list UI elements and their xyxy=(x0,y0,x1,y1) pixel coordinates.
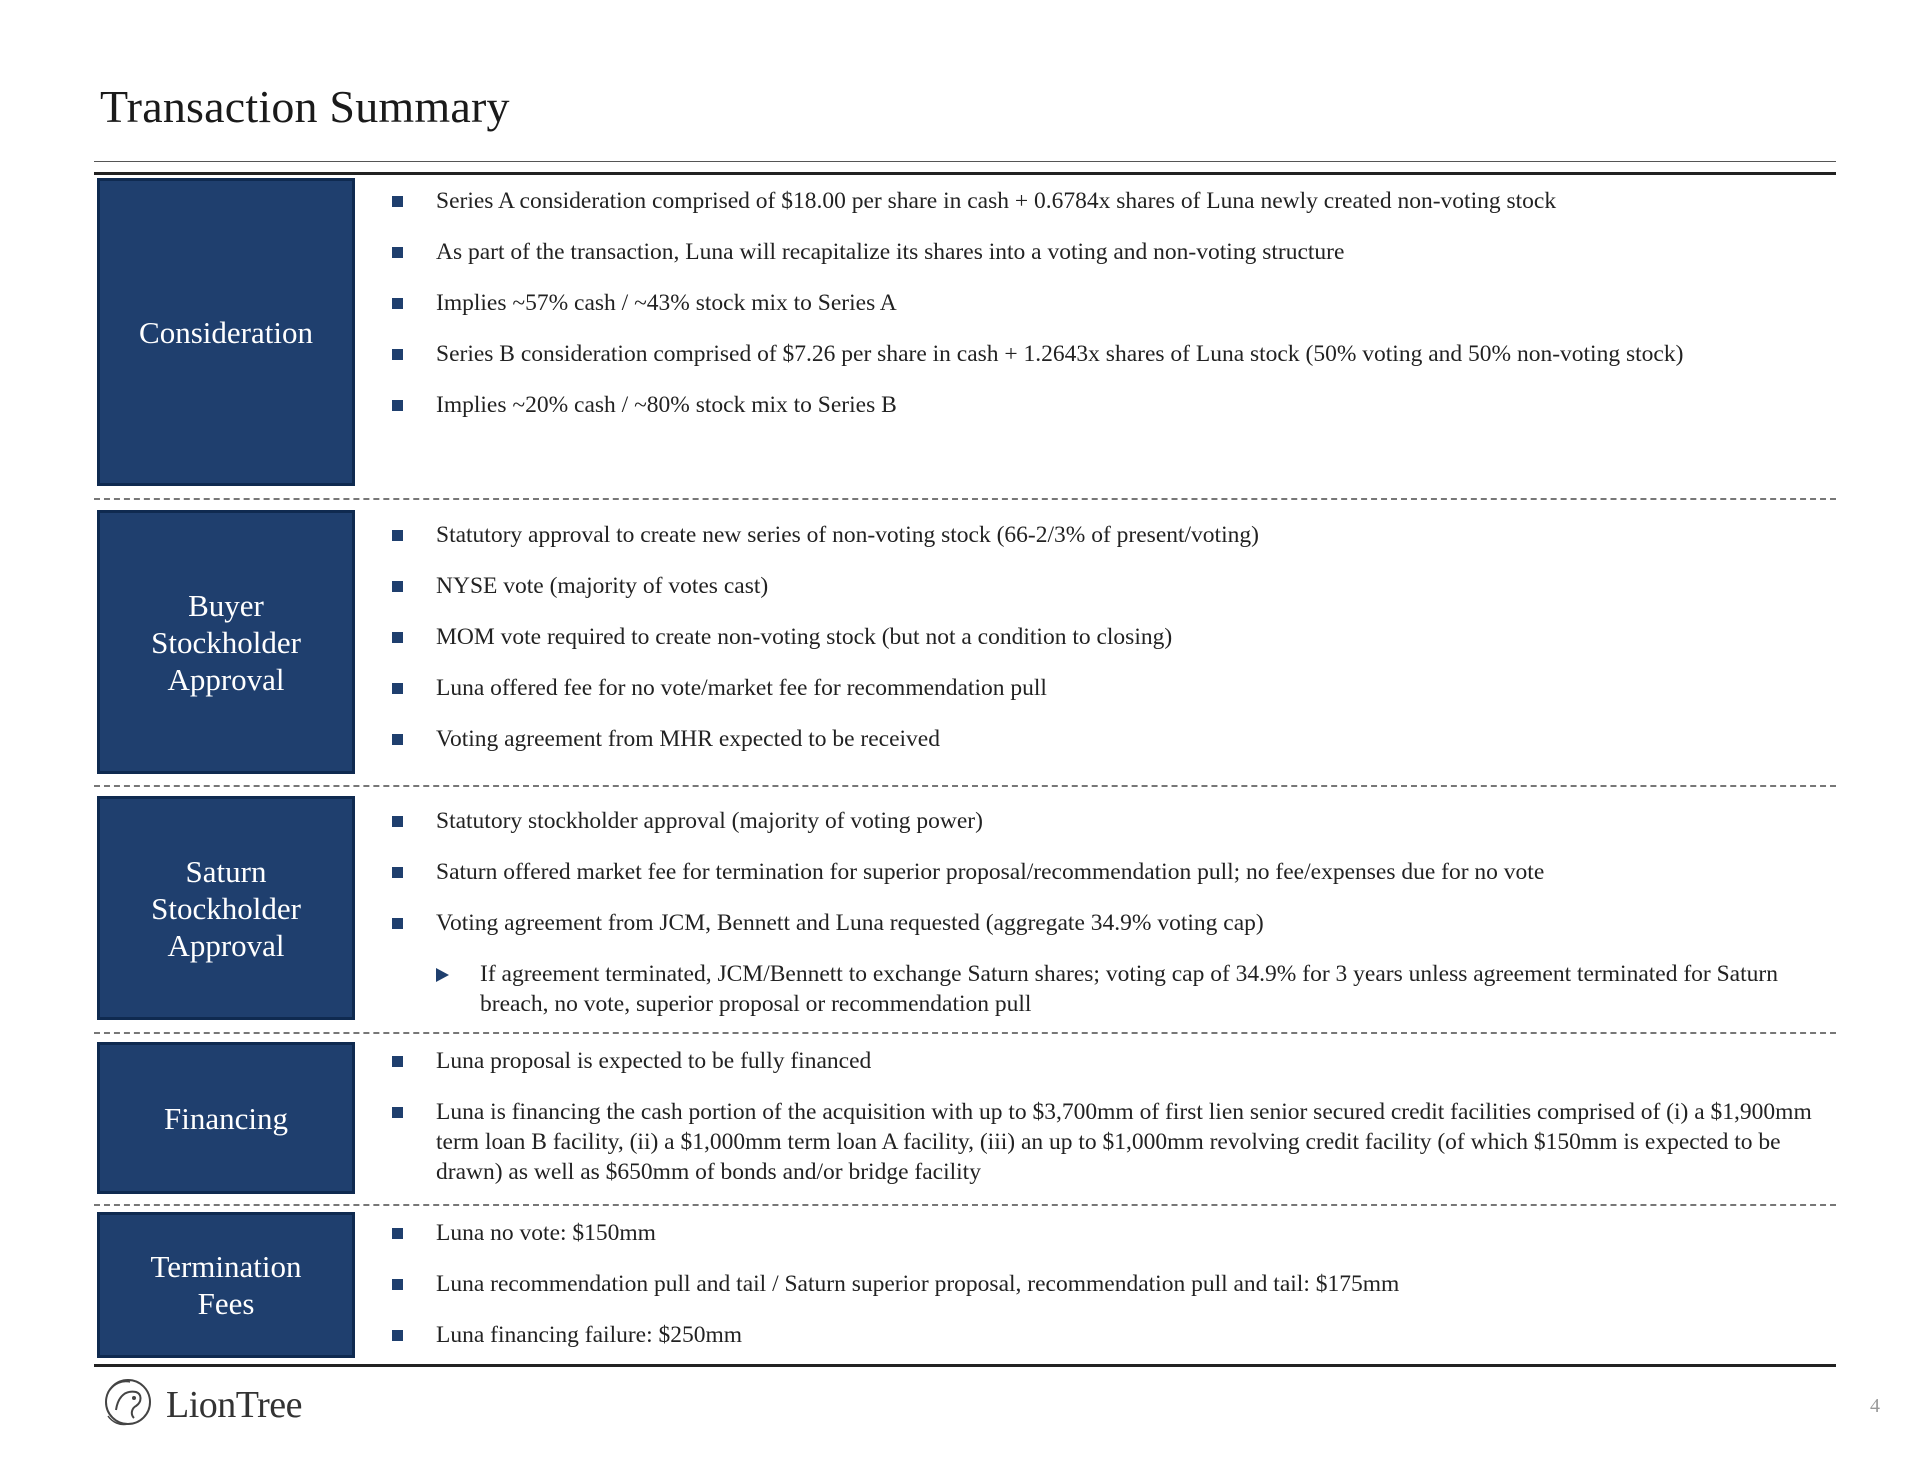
bullet-item: Luna financing failure: $250mm xyxy=(388,1320,1818,1350)
bullet-item: Luna proposal is expected to be fully financed xyxy=(388,1046,1818,1076)
bullet-item: Series A consideration comprised of $18.00 per share in cash + 0.6784x shares of Luna newly created non-voting stock xyxy=(388,186,1818,216)
square-bullet-icon xyxy=(392,918,403,929)
bullet-item: Luna recommendation pull and tail / Saturn superior proposal, recommendation pull and tail: $175mm xyxy=(388,1269,1818,1299)
square-bullet-icon xyxy=(392,1279,403,1290)
section-divider xyxy=(94,498,1836,500)
square-bullet-icon xyxy=(392,400,403,411)
section-label-box xyxy=(97,796,355,1020)
square-bullet-icon xyxy=(392,1056,403,1067)
section-label-box xyxy=(97,510,355,774)
square-bullet-icon xyxy=(392,1107,403,1118)
bullet-item: Implies ~20% cash / ~80% stock mix to Series B xyxy=(388,390,1818,420)
bullet-list xyxy=(388,806,1818,1019)
bullet-list xyxy=(388,1218,1818,1350)
triangle-bullet-icon xyxy=(436,968,449,982)
square-bullet-icon xyxy=(392,632,403,643)
title-rule-thick xyxy=(94,172,1836,175)
square-bullet-icon xyxy=(392,1228,403,1239)
page-number: 4 xyxy=(1870,1395,1880,1417)
bullet-item: Luna offered fee for no vote/market fee for recommendation pull xyxy=(388,673,1818,703)
square-bullet-icon xyxy=(392,247,403,258)
square-bullet-icon xyxy=(392,581,403,592)
section-divider xyxy=(94,1032,1836,1034)
bullet-item: As part of the transaction, Luna will recapitalize its shares into a voting and non-voting structure xyxy=(388,237,1818,267)
bullet-list xyxy=(388,186,1818,420)
title-rule-thin xyxy=(94,161,1836,162)
bullet-item: Luna no vote: $150mm xyxy=(388,1218,1818,1248)
section-label-box xyxy=(97,1042,355,1194)
bullet-item: Statutory approval to create new series of non-voting stock (66-2/3% of present/voting) xyxy=(388,520,1818,550)
section-label-box xyxy=(97,178,355,486)
bullet-item: MOM vote required to create non-voting stock (but not a condition to closing) xyxy=(388,622,1818,652)
square-bullet-icon xyxy=(392,816,403,827)
company-logo xyxy=(96,1370,302,1439)
bullet-list xyxy=(388,520,1818,754)
square-bullet-icon xyxy=(392,530,403,541)
section-divider xyxy=(94,1204,1836,1206)
bullet-item: Statutory stockholder approval (majority of voting power) xyxy=(388,806,1818,836)
square-bullet-icon xyxy=(392,734,403,745)
footer-rule xyxy=(94,1364,1836,1367)
section-label: Buyer Stockholder Approval xyxy=(151,587,301,697)
square-bullet-icon xyxy=(392,196,403,207)
square-bullet-icon xyxy=(392,683,403,694)
section-label: Termination Fees xyxy=(150,1249,302,1321)
section-divider xyxy=(94,785,1836,787)
bullet-item: Voting agreement from MHR expected to be received xyxy=(388,724,1818,754)
bullet-item: Saturn offered market fee for termination for superior proposal/recommendation pull; no fee/expenses due for no vote xyxy=(388,857,1818,887)
square-bullet-icon xyxy=(392,298,403,309)
bullet-item: Series B consideration comprised of $7.26 per share in cash + 1.2643x shares of Luna stock (50% voting and 50% non-voting stock) xyxy=(388,339,1818,369)
section-label: Saturn Stockholder Approval xyxy=(151,853,301,963)
square-bullet-icon xyxy=(392,1330,403,1341)
bullet-item: Luna is financing the cash portion of the acquisition with up to $3,700mm of first lien senior secured credit facilities comprised of (i) a $1,900mm term loan B facility, (ii) a $1,000mm term loan A facility, (iii) an up to $1,000mm revolving credit facility (of which $150mm is expected to be drawn) as well as $650mm of bonds and/or bridge facility xyxy=(388,1097,1818,1187)
section-label-box xyxy=(97,1212,355,1358)
bullet-item: NYSE vote (majority of votes cast) xyxy=(388,571,1818,601)
bullet-item: Implies ~57% cash / ~43% stock mix to Series A xyxy=(388,288,1818,318)
section-label: Financing xyxy=(164,1100,288,1136)
page-title: Transaction Summary xyxy=(100,81,510,132)
section-label: Consideration xyxy=(139,314,313,350)
square-bullet-icon xyxy=(392,349,403,360)
logo-text: LionTree xyxy=(166,1383,303,1426)
bullet-item: Voting agreement from JCM, Bennett and Luna requested (aggregate 34.9% voting cap) xyxy=(388,908,1818,938)
square-bullet-icon xyxy=(392,867,403,878)
bullet-list xyxy=(388,1046,1818,1187)
lion-crest-icon xyxy=(96,1370,160,1439)
sub-bullet-item: If agreement terminated, JCM/Bennett to exchange Saturn shares; voting cap of 34.9% for 3 years unless agreement terminated for Saturn breach, no vote, superior proposal or recommendation pull xyxy=(388,959,1818,1019)
